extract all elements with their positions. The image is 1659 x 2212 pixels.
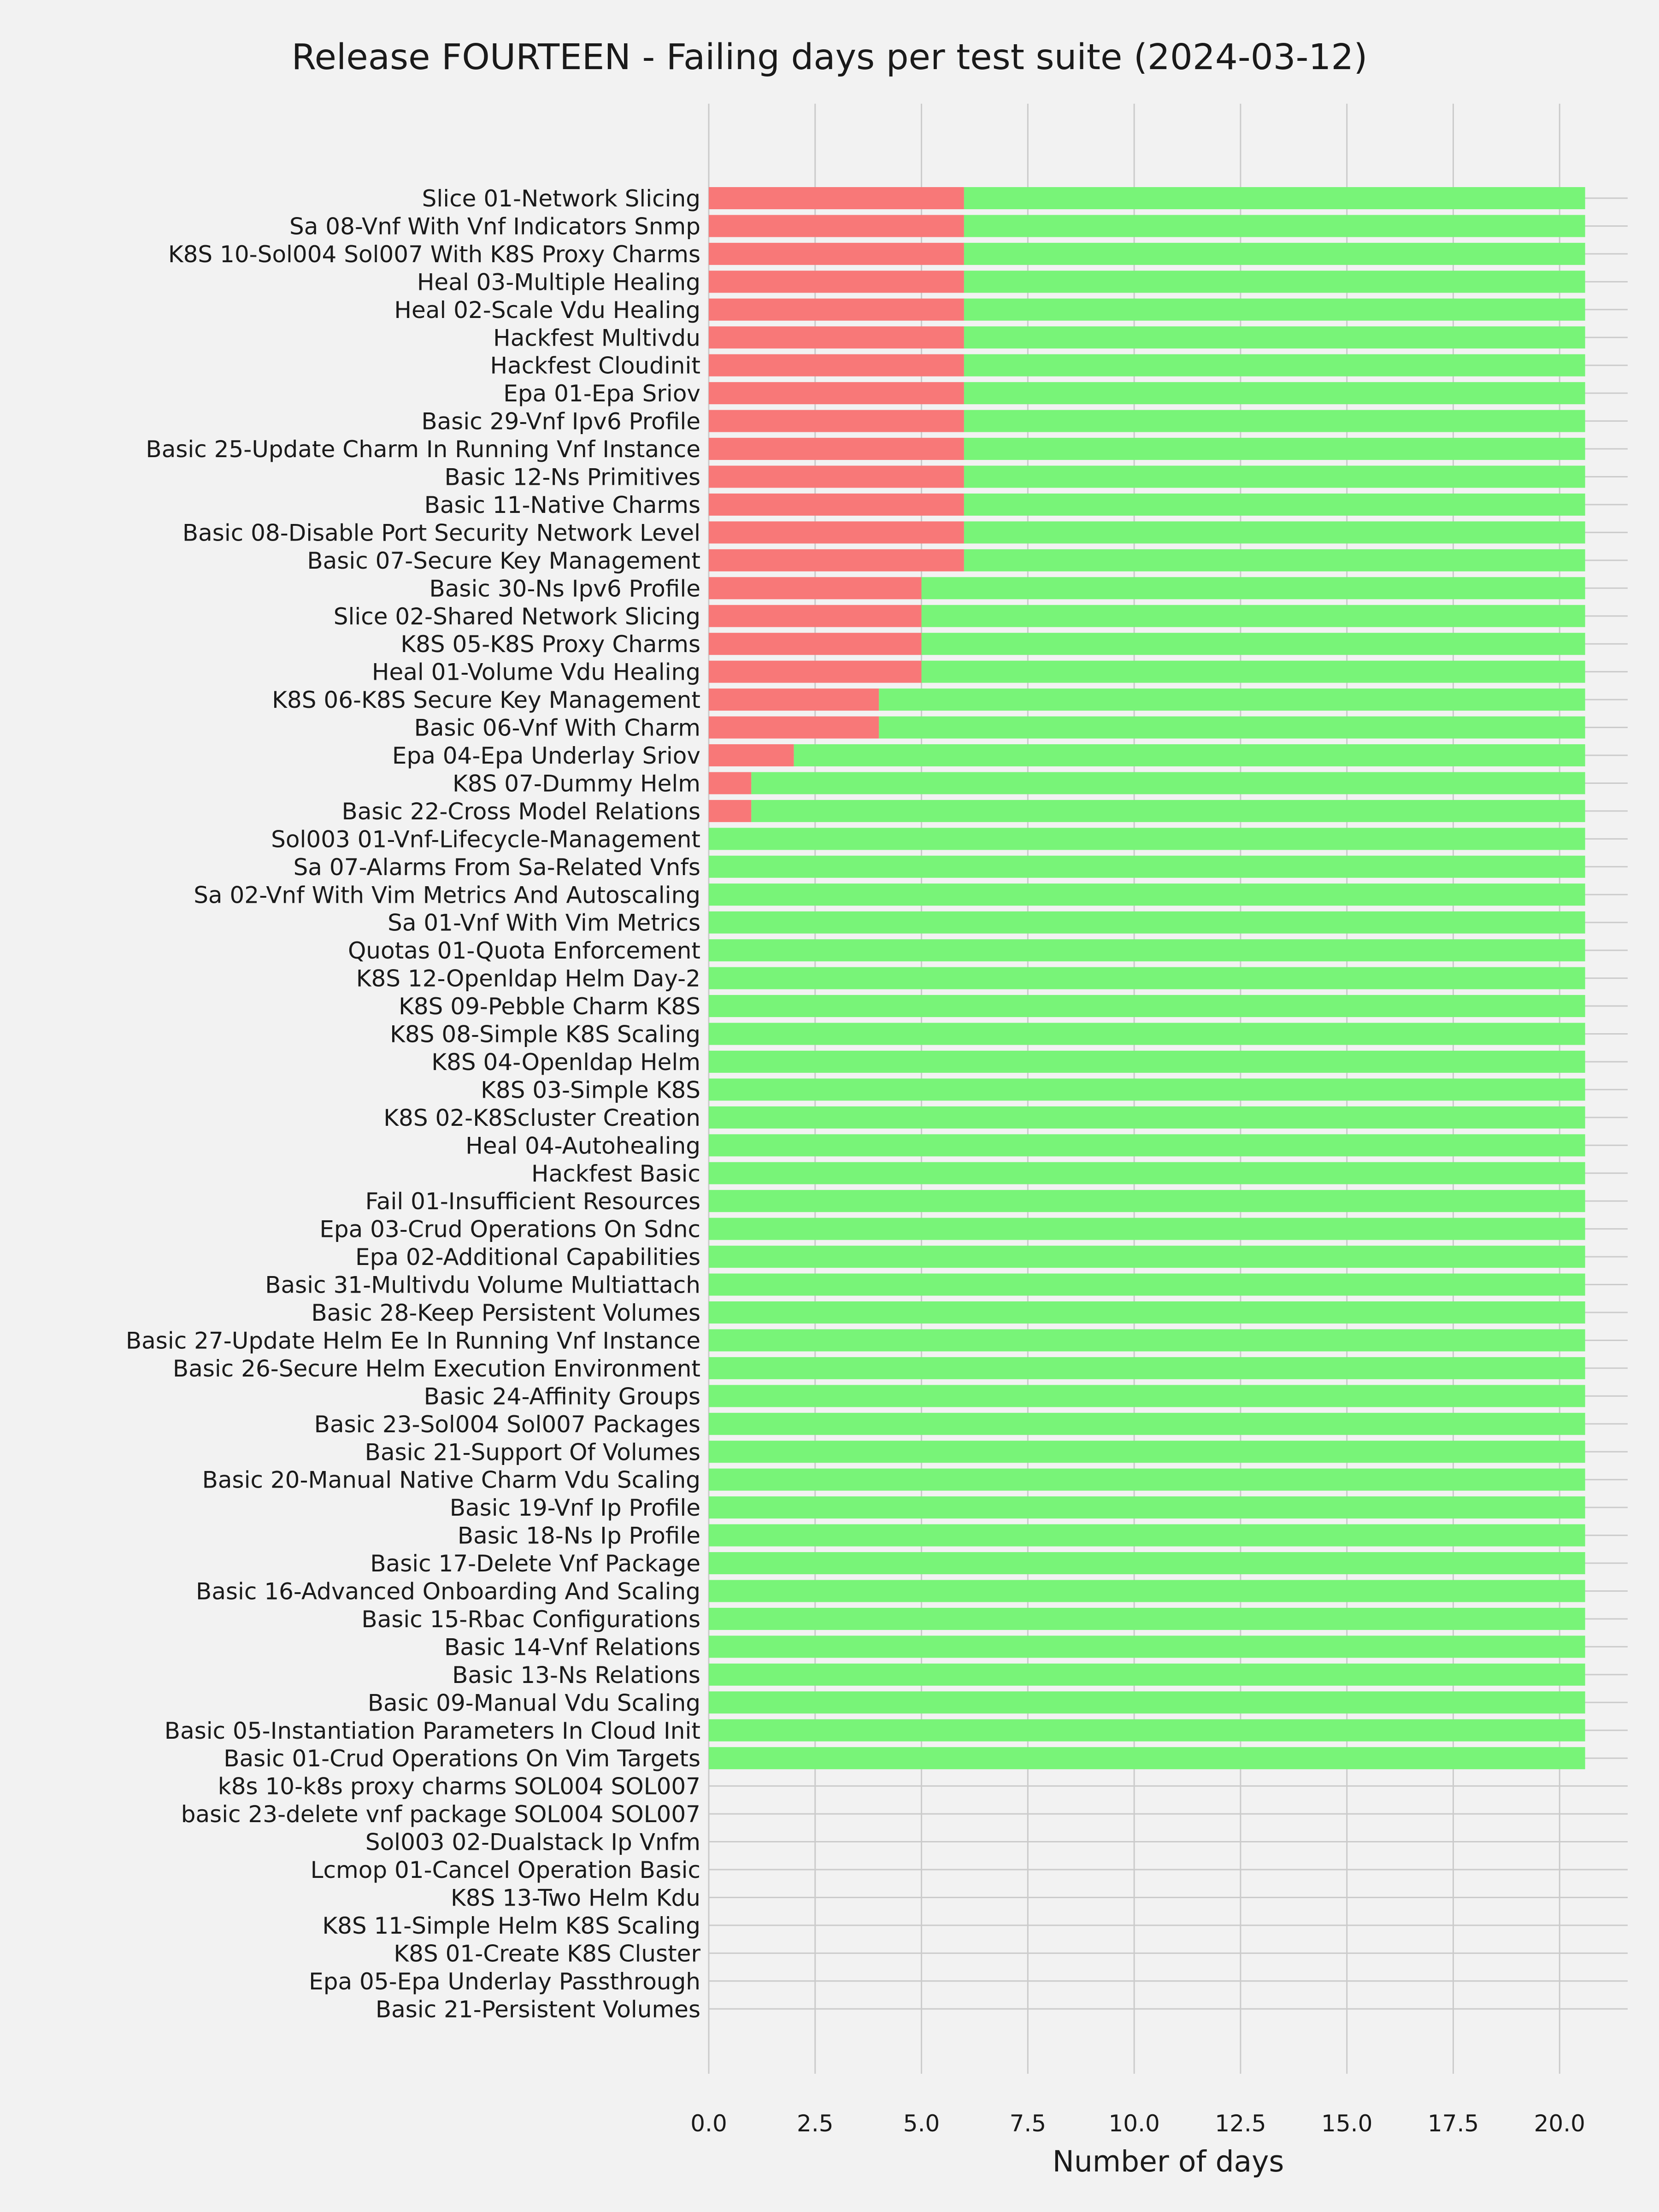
x-tick-label: 12.5 bbox=[1215, 2110, 1266, 2137]
passing-bar bbox=[709, 1301, 1585, 1324]
y-tick-label: Basic 30-Ns Ipv6 Profile bbox=[429, 575, 700, 602]
passing-bar bbox=[922, 633, 1585, 655]
passing-bar bbox=[964, 438, 1585, 460]
failing-bar bbox=[709, 438, 964, 460]
y-tick-label: K8S 11-Simple Helm K8S Scaling bbox=[322, 1912, 700, 1939]
failing-bar bbox=[709, 215, 964, 237]
y-tick-label: Basic 21-Support Of Volumes bbox=[365, 1439, 700, 1466]
passing-bar bbox=[709, 939, 1585, 961]
y-tick-label: Epa 04-Epa Underlay Sriov bbox=[392, 742, 700, 769]
passing-bar bbox=[922, 661, 1585, 683]
passing-bar bbox=[964, 410, 1585, 432]
y-tick-label: Basic 17-Delete Vnf Package bbox=[370, 1550, 700, 1577]
x-tick-label: 15.0 bbox=[1321, 2110, 1373, 2137]
y-tick-label: Basic 21-Persistent Volumes bbox=[375, 1996, 700, 2023]
y-tick-label: Basic 26-Secure Helm Execution Environment bbox=[172, 1355, 700, 1382]
passing-bar bbox=[964, 382, 1585, 404]
y-tick-label: K8S 02-K8Scluster Creation bbox=[383, 1104, 700, 1131]
failing-bar bbox=[709, 354, 964, 377]
passing-bar bbox=[709, 1329, 1585, 1351]
passing-bar bbox=[751, 800, 1585, 822]
y-tick-label: K8S 06-K8S Secure Key Management bbox=[272, 687, 700, 714]
y-tick-label: Basic 25-Update Charm In Running Vnf Instance bbox=[146, 436, 700, 463]
passing-bar bbox=[709, 1496, 1585, 1518]
passing-bar bbox=[964, 326, 1585, 348]
failing-bar bbox=[709, 772, 751, 794]
y-tick-label: k8s 10-k8s proxy charms SOL004 SOL007 bbox=[218, 1773, 700, 1800]
y-tick-label: Basic 15-Rbac Configurations bbox=[361, 1606, 700, 1633]
y-tick-label: K8S 03-Simple K8S bbox=[481, 1077, 700, 1104]
passing-bar bbox=[709, 1190, 1585, 1212]
failing-bar bbox=[709, 549, 964, 571]
passing-bar bbox=[709, 1580, 1585, 1602]
passing-bar bbox=[964, 521, 1585, 543]
failing-bar bbox=[709, 243, 964, 265]
failing-bar bbox=[709, 800, 751, 822]
y-tick-label: Basic 11-Native Charms bbox=[424, 491, 700, 518]
passing-bar bbox=[709, 1413, 1585, 1435]
y-tick-label: Hackfest Multivdu bbox=[493, 324, 700, 352]
passing-bar bbox=[709, 1524, 1585, 1547]
passing-bar bbox=[794, 744, 1585, 766]
passing-bar bbox=[964, 549, 1585, 571]
failing-bar bbox=[709, 633, 922, 655]
y-tick-label: Basic 07-Secure Key Management bbox=[307, 547, 700, 574]
passing-bar bbox=[709, 1441, 1585, 1463]
y-tick-label: Basic 19-Vnf Ip Profile bbox=[449, 1494, 700, 1522]
y-tick-label: Basic 12-Ns Primitives bbox=[444, 464, 700, 491]
failing-bar bbox=[709, 577, 922, 599]
passing-bar bbox=[879, 717, 1585, 739]
y-tick-label: Quotas 01-Quota Enforcement bbox=[347, 937, 700, 965]
chart-title: Release FOURTEEN - Failing days per test suite (2024-03-12) bbox=[291, 37, 1368, 78]
y-tick-label: Basic 13-Ns Relations bbox=[452, 1661, 700, 1688]
passing-bar bbox=[922, 577, 1585, 599]
passing-bar bbox=[964, 494, 1585, 516]
passing-bar bbox=[709, 1719, 1585, 1741]
x-tick-label: 10.0 bbox=[1108, 2110, 1160, 2137]
failing-bar bbox=[709, 187, 964, 209]
y-tick-label: Epa 03-Crud Operations On Sdnc bbox=[319, 1216, 700, 1243]
x-tick-label: 17.5 bbox=[1427, 2110, 1479, 2137]
y-tick-label: K8S 12-Openldap Helm Day-2 bbox=[356, 965, 700, 992]
passing-bar bbox=[709, 967, 1585, 989]
passing-bar bbox=[709, 1218, 1585, 1240]
passing-bar bbox=[964, 215, 1585, 237]
passing-bar bbox=[922, 605, 1585, 627]
passing-bar bbox=[709, 995, 1585, 1017]
y-tick-label: Lcmop 01-Cancel Operation Basic bbox=[310, 1857, 700, 1883]
passing-bar bbox=[964, 243, 1585, 265]
y-tick-label: K8S 08-Simple K8S Scaling bbox=[390, 1021, 700, 1048]
y-tick-label: Heal 02-Scale Vdu Healing bbox=[394, 296, 700, 324]
y-tick-label: Basic 08-Disable Port Security Network Level bbox=[182, 519, 700, 547]
passing-bar bbox=[709, 1664, 1585, 1686]
y-tick-label: Basic 09-Manual Vdu Scaling bbox=[367, 1689, 700, 1717]
x-tick-labels bbox=[690, 2110, 1585, 2137]
failing-bar bbox=[709, 661, 922, 683]
y-tick-label: Epa 01-Epa Sriov bbox=[503, 380, 700, 407]
y-tick-label: Basic 20-Manual Native Charm Vdu Scaling bbox=[202, 1466, 700, 1494]
y-tick-label: Sa 02-Vnf With Vim Metrics And Autoscaling bbox=[194, 882, 700, 909]
passing-bar bbox=[709, 1078, 1585, 1100]
passing-bar bbox=[709, 1469, 1585, 1491]
y-tick-label: Basic 05-Instantiation Parameters In Cloud Init bbox=[164, 1717, 700, 1744]
failing-bar bbox=[709, 605, 922, 627]
passing-bar bbox=[964, 354, 1585, 377]
passing-bar bbox=[709, 1274, 1585, 1296]
y-tick-label: Basic 31-Multivdu Volume Multiattach bbox=[265, 1271, 700, 1299]
failing-bar bbox=[709, 466, 964, 488]
y-tick-label: Heal 01-Volume Vdu Healing bbox=[371, 659, 700, 686]
passing-bar bbox=[709, 1608, 1585, 1630]
passing-bar bbox=[751, 772, 1585, 794]
passing-bar bbox=[709, 1635, 1585, 1658]
x-tick-label: 0.0 bbox=[690, 2110, 727, 2137]
y-tick-label: Heal 03-Multiple Healing bbox=[417, 269, 700, 296]
y-tick-label: Sa 01-Vnf With Vim Metrics bbox=[388, 909, 700, 936]
passing-bar bbox=[709, 1691, 1585, 1713]
passing-bar bbox=[964, 187, 1585, 209]
y-tick-label: Epa 02-Additional Capabilities bbox=[355, 1244, 700, 1271]
passing-bar bbox=[709, 1162, 1585, 1184]
y-tick-label: Basic 23-Sol004 Sol007 Packages bbox=[314, 1411, 700, 1438]
passing-bar bbox=[709, 1552, 1585, 1574]
y-tick-label: K8S 13-Two Helm Kdu bbox=[450, 1884, 700, 1912]
y-tick-label: basic 23-delete vnf package SOL004 SOL007 bbox=[181, 1801, 700, 1828]
passing-bar bbox=[709, 1134, 1585, 1156]
failing-bar bbox=[709, 521, 964, 543]
y-tick-label: Slice 01-Network Slicing bbox=[422, 185, 700, 212]
y-tick-label: K8S 04-Openldap Helm bbox=[431, 1048, 700, 1076]
y-tick-label: Sa 07-Alarms From Sa-Related Vnfs bbox=[293, 853, 700, 881]
y-tick-label: Sa 08-Vnf With Vnf Indicators Snmp bbox=[289, 213, 700, 240]
y-tick-label: Epa 05-Epa Underlay Passthrough bbox=[309, 1968, 700, 1995]
y-tick-label: Basic 28-Keep Persistent Volumes bbox=[311, 1300, 700, 1326]
passing-bar bbox=[879, 688, 1585, 711]
y-tick-label: Basic 16-Advanced Onboarding And Scaling bbox=[196, 1578, 700, 1605]
y-tick-label: Basic 27-Update Helm Ee In Running Vnf Instance bbox=[125, 1327, 700, 1354]
passing-bar bbox=[709, 1051, 1585, 1073]
x-tick-label: 20.0 bbox=[1534, 2110, 1585, 2137]
passing-bar bbox=[709, 883, 1585, 906]
y-tick-label: Hackfest Cloudinit bbox=[490, 352, 700, 379]
y-tick-label: Basic 14-Vnf Relations bbox=[444, 1634, 700, 1661]
bars bbox=[709, 187, 1585, 1769]
passing-bar bbox=[709, 912, 1585, 934]
failing-bar bbox=[709, 382, 964, 404]
failing-bar bbox=[709, 494, 964, 516]
passing-bar bbox=[709, 1246, 1585, 1268]
x-tick-label: 7.5 bbox=[1009, 2110, 1047, 2137]
y-tick-label: Basic 29-Vnf Ipv6 Profile bbox=[421, 408, 700, 435]
passing-bar bbox=[709, 1385, 1585, 1407]
y-tick-label: K8S 07-Dummy Helm bbox=[453, 770, 700, 797]
x-tick-label: 2.5 bbox=[797, 2110, 834, 2137]
failing-bar bbox=[709, 744, 794, 766]
y-tick-label: K8S 01-Create K8S Cluster bbox=[394, 1940, 700, 1967]
passing-bar bbox=[709, 1747, 1585, 1769]
failing-bar bbox=[709, 299, 964, 321]
y-tick-label: Sol003 02-Dualstack Ip Vnfm bbox=[365, 1829, 700, 1856]
y-tick-label: Hackfest Basic bbox=[531, 1160, 700, 1187]
passing-bar bbox=[709, 856, 1585, 878]
x-axis-label: Number of days bbox=[1052, 2145, 1284, 2178]
passing-bar bbox=[964, 466, 1585, 488]
y-tick-label: K8S 10-Sol004 Sol007 With K8S Proxy Charms bbox=[168, 241, 700, 268]
passing-bar bbox=[709, 1357, 1585, 1379]
passing-bar bbox=[964, 299, 1585, 321]
y-tick-label: Basic 22-Cross Model Relations bbox=[341, 798, 700, 825]
y-tick-label: Sol003 01-Vnf-Lifecycle-Management bbox=[271, 826, 700, 853]
y-tick-label: Basic 18-Ns Ip Profile bbox=[457, 1522, 700, 1549]
failing-bar bbox=[709, 717, 879, 739]
y-tick-label: Heal 04-Autohealing bbox=[465, 1132, 700, 1159]
y-tick-label: Basic 01-Crud Operations On Vim Targets bbox=[224, 1745, 700, 1772]
y-tick-label: Slice 02-Shared Network Slicing bbox=[333, 603, 700, 630]
failing-bar bbox=[709, 410, 964, 432]
failing-bar bbox=[709, 688, 879, 711]
y-tick-label: K8S 05-K8S Proxy Charms bbox=[400, 631, 700, 658]
passing-bar bbox=[709, 1106, 1585, 1129]
y-tick-label: Fail 01-Insufficient Resources bbox=[365, 1188, 700, 1215]
x-tick-label: 5.0 bbox=[903, 2110, 940, 2137]
passing-bar bbox=[709, 828, 1585, 850]
y-tick-label: Basic 06-Vnf With Charm bbox=[414, 714, 700, 741]
failing-bar bbox=[709, 271, 964, 293]
passing-bar bbox=[964, 271, 1585, 293]
y-tick-label: K8S 09-Pebble Charm K8S bbox=[399, 993, 700, 1020]
failing-bar bbox=[709, 326, 964, 348]
passing-bar bbox=[709, 1023, 1585, 1045]
y-tick-label: Basic 24-Affinity Groups bbox=[424, 1383, 700, 1410]
